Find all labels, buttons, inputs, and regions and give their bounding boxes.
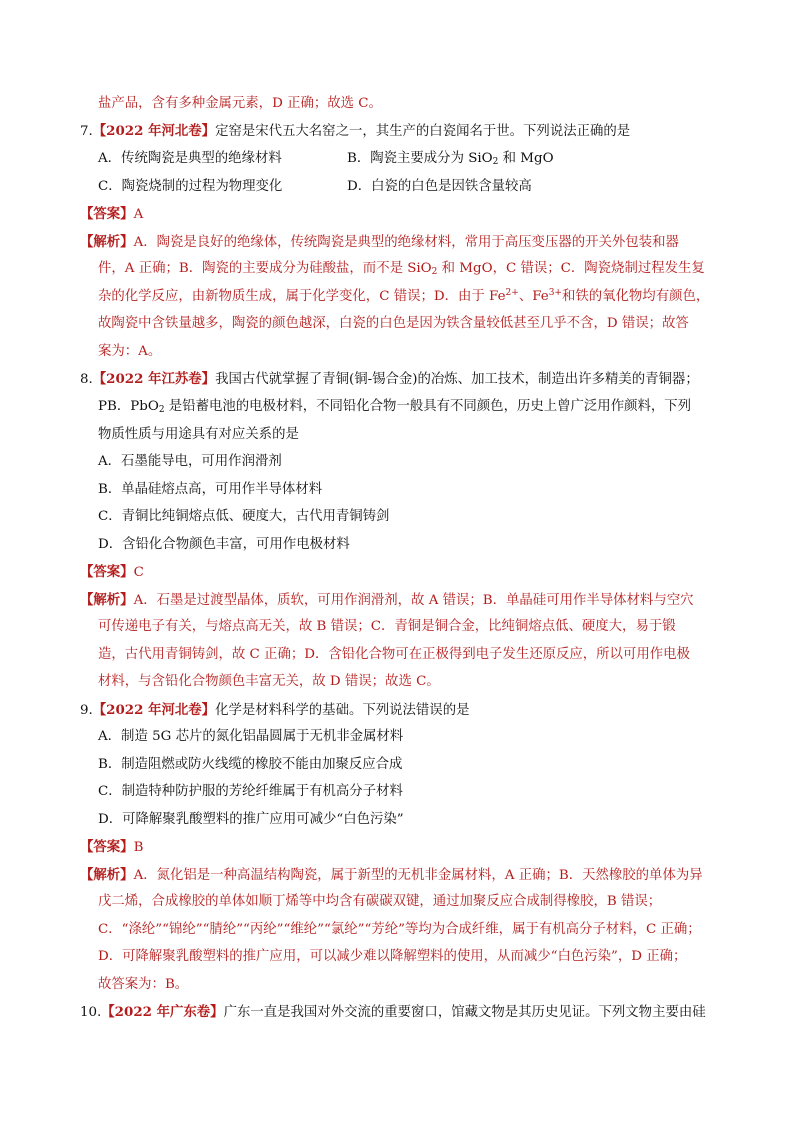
explanation-label: 【解析】 <box>80 867 134 883</box>
text: A．陶瓷是良好的绝缘体，传统陶瓷是典型的绝缘材料，常用于高压变压器的开关外包装和器 <box>133 235 679 250</box>
question-7-stem <box>80 121 630 142</box>
explanation-line <box>98 259 705 279</box>
explanation-line <box>80 232 679 253</box>
option-d <box>347 177 532 197</box>
text: 故答案为：B。 <box>98 977 189 992</box>
text: A．石墨是过渡型晶体，质软，可用作润滑剂，故 A 错误；B．单晶硅可用作半导体材料与空穴 <box>133 593 694 608</box>
option-text: A．制造 5G 芯片的氮化铝晶圆属于无机非金属材料 <box>98 729 404 744</box>
answer-row <box>80 837 143 858</box>
option-b <box>98 480 322 500</box>
explanation-line <box>80 865 703 886</box>
option-c <box>98 177 282 197</box>
option-text: C．制造特种防护服的芳纶纤维属于有机高分子材料 <box>98 784 403 799</box>
question-number: 9. <box>80 703 93 718</box>
explanation-line <box>98 287 709 307</box>
option-a <box>98 727 403 747</box>
text: 可传递电子有关，与熔点高无关，故 B 错误；C．青铜是铜合金，比纯铜熔点低、硬度大，易于锻 <box>98 619 676 634</box>
answer-value: A <box>133 207 144 222</box>
subscript: 2 <box>431 267 438 277</box>
explanation-line <box>98 342 161 362</box>
text: 案为：A。 <box>98 344 162 359</box>
option-text: 和 MgO <box>498 151 554 166</box>
text: PB．PbO <box>98 399 159 414</box>
text: C．“涤纶”“锦纶”“腈纶”“丙纶”“维纶”“氯纶”“芳纶”等均为合成纤维，属于有机高分子材料，C 正确； <box>98 922 701 937</box>
answer-value: C <box>133 565 144 580</box>
option-a <box>98 149 282 169</box>
answer-label: 【答案】 <box>80 206 134 222</box>
text: 故陶瓷中含铁量越多，陶瓷的颜色越深，白瓷的白色是因为铁含量较低甚至几乎不含，D 错误；故答 <box>98 316 689 331</box>
option-text: D．可降解聚乳酸塑料的推广应用可减少“白色污染” <box>98 812 404 827</box>
text: 造，古代用青铜铸剑，故 C 正确；D．含铅化合物可在正极得到电子发生还原反应，所以可用作电极 <box>98 647 690 662</box>
superscript: 3+ <box>548 288 562 298</box>
answer-label: 【答案】 <box>80 564 134 580</box>
source-tag: 【2022 年江苏卷】 <box>92 371 216 387</box>
explanation-line <box>80 590 694 611</box>
option-d <box>98 535 350 555</box>
text: 件，A 正确；B．陶瓷的主要成分为硅酸盐，而不是 SiO <box>98 261 432 276</box>
subscript: 2 <box>158 405 165 415</box>
question-text: 定窑是宋代五大名窑之一，其生产的白瓷闻名于世。下列说法正确的是 <box>215 124 631 139</box>
question-9-stem <box>80 700 469 721</box>
explanation-continuation <box>98 94 382 114</box>
explanation-line <box>98 892 661 912</box>
text: 材料，与含铅化合物颜色丰富无关，故 D 错误；故选 C。 <box>98 674 440 689</box>
explanation-label: 【解析】 <box>80 234 134 250</box>
explanation-line <box>98 947 686 967</box>
text: 和铁的氧化物均有颜色， <box>561 289 710 304</box>
option-c <box>98 782 403 802</box>
question-number: 10. <box>80 1005 102 1020</box>
source-tag: 【2022 年广东卷】 <box>101 1004 224 1020</box>
option-b <box>347 149 554 169</box>
text: 是铅蓄电池的电极材料，不同铅化合物一般具有不同颜色，历史上曾广泛用作颜料，下列 <box>164 399 692 414</box>
option-d <box>98 810 404 830</box>
question-8-stem <box>80 369 699 390</box>
option-text: D．白瓷的白色是因铁含量较高 <box>347 179 532 194</box>
text: D．可降解聚乳酸塑料的推广应用，可以减少难以降解塑料的使用，从而减少“白色污染”，D 正确； <box>98 949 687 964</box>
text: 物质性质与用途具有对应关系的是 <box>98 427 299 442</box>
option-text: B．单晶硅熔点高，可用作半导体材料 <box>98 482 323 497</box>
superscript: 2+ <box>505 288 519 298</box>
explanation-label: 【解析】 <box>80 592 134 608</box>
source-tag: 【2022 年河北卷】 <box>92 702 216 718</box>
text: 盐产品，含有多种金属元素，D 正确；故选 C。 <box>98 96 382 111</box>
text: 、Fe <box>518 289 549 304</box>
question-number: 7. <box>80 124 93 139</box>
question-text: 我国古代就掌握了青铜(铜-锡合金)的冶炼、加工技术，制造出许多精美的青铜器； <box>215 372 699 387</box>
option-text: A．石墨能导电，可用作润滑剂 <box>98 454 282 469</box>
option-text: B．陶瓷主要成分为 SiO <box>347 151 493 166</box>
option-c <box>98 507 389 527</box>
answer-label: 【答案】 <box>80 839 134 855</box>
explanation-line <box>98 920 701 940</box>
text: 和 MgO，C 错误；C．陶瓷烧制过程发生复 <box>437 261 705 276</box>
source-tag: 【2022 年河北卷】 <box>92 123 216 139</box>
question-number: 8. <box>80 372 93 387</box>
option-text: C．青铜比纯铜熔点低、硬度大，古代用青铜铸剑 <box>98 509 390 524</box>
option-text: B．制造阻燃或防火线缆的橡胶不能由加聚反应合成 <box>98 757 403 772</box>
answer-row <box>80 562 144 583</box>
option-text: C．陶瓷烧制的过程为物理变化 <box>98 179 283 194</box>
explanation-line <box>98 672 440 692</box>
explanation-line <box>98 645 690 665</box>
question-10-stem <box>80 1002 706 1023</box>
text: 戊二烯，合成橡胶的单体如顺丁烯等中均含有碳碳双键，通过加聚反应合成制得橡胶，B 错误； <box>98 894 662 909</box>
option-text: A．传统陶瓷是典型的绝缘材料 <box>98 151 282 166</box>
question-text: 化学是材料科学的基础。下列说法错误的是 <box>215 703 470 718</box>
question-text: 广东一直是我国对外交流的重要窗口，馆藏文物是其历史见证。下列文物主要由硅 <box>223 1005 706 1020</box>
text: 杂的化学反应，由新物质生成，属于化学变化，C 错误；D．由于 Fe <box>98 289 506 304</box>
option-text: D．含铅化合物颜色丰富，可用作电极材料 <box>98 537 350 552</box>
answer-value: B <box>133 840 144 855</box>
question-text-line <box>98 397 691 417</box>
explanation-line <box>98 617 676 637</box>
answer-row <box>80 204 143 225</box>
question-text-line <box>98 425 299 445</box>
text: A．氮化铝是一种高温结构陶瓷，属于新型的无机非金属材料，A 正确；B．天然橡胶的单体为异 <box>133 868 703 883</box>
option-b <box>98 755 402 775</box>
explanation-line <box>98 975 188 995</box>
explanation-line <box>98 314 689 334</box>
subscript: 2 <box>492 157 499 167</box>
option-a <box>98 452 282 472</box>
